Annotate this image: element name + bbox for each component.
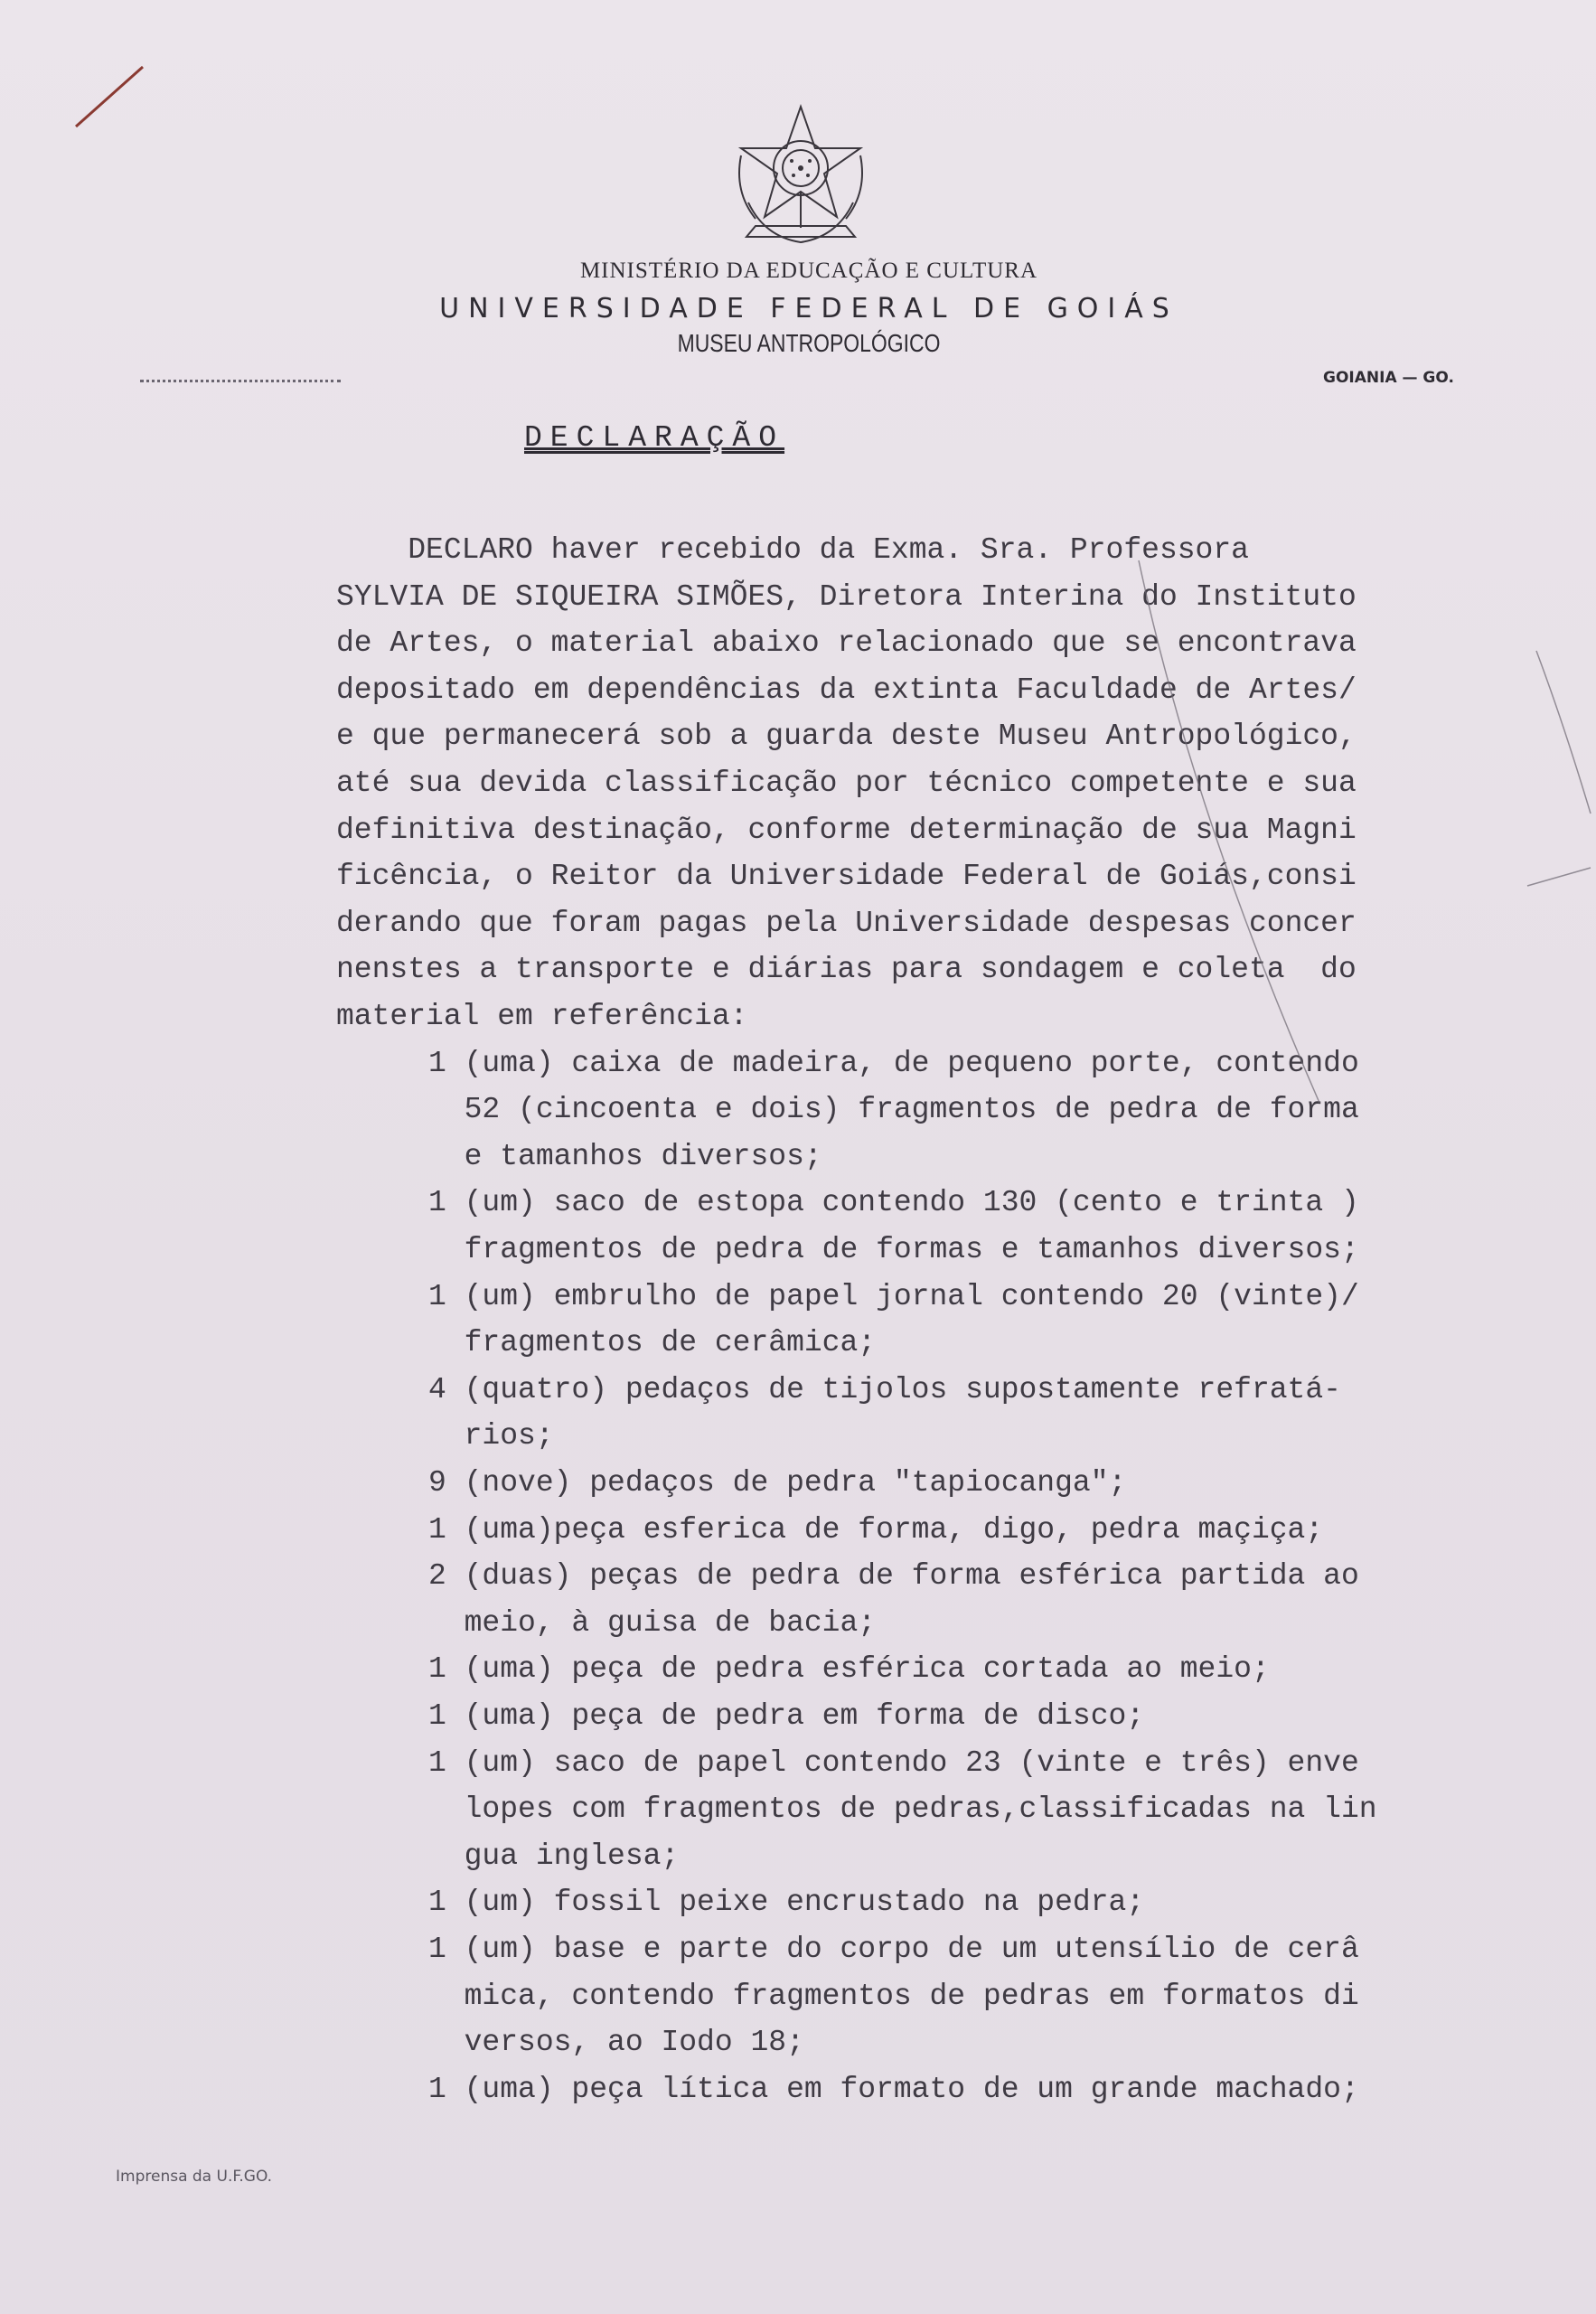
list-item: 1 (uma) peça lítica em formato de um grande machado; (428, 2072, 1359, 2106)
list-item-continuation: meio, à guisa de bacia; (428, 1605, 877, 1640)
body-text-line: depositado em dependências da extinta Faculdade de Artes/ (336, 673, 1357, 707)
list-item: 1 (um) embrulho de papel jornal contendo 20 (vinte)/ (428, 1279, 1359, 1313)
list-item-continuation: 52 (cincoenta e dois) fragmentos de pedra de forma (428, 1093, 1359, 1127)
body-text-line: ficência, o Reitor da Universidade Federal de Goiás,consi (336, 860, 1357, 894)
body-text-line: e que permanecerá sob a guarda deste Museu Antropológico, (336, 720, 1357, 754)
list-item-continuation: lopes com fragmentos de pedras,classificadas na lin (428, 1792, 1377, 1827)
city-label: GOIANIA — GO. (1323, 369, 1454, 387)
list-item: 1 (uma) caixa de madeira, de pequeno porte, contendo (428, 1046, 1359, 1080)
list-item: 1 (uma)peça esferica de forma, digo, pedra maçiça; (428, 1512, 1324, 1547)
list-item-continuation: mica, contendo fragmentos de pedras em formatos di (428, 1979, 1359, 2013)
university-name: UNIVERSIDADE FEDERAL DE GOIÁS (439, 293, 1178, 325)
list-item-continuation: versos, ao Iodo 18; (428, 2026, 804, 2060)
list-item: 2 (duas) peças de pedra de forma esférica partida ao (428, 1559, 1359, 1594)
list-item-continuation: rios; (428, 1419, 554, 1453)
list-item-continuation: fragmentos de pedra de formas e tamanhos diversos; (428, 1233, 1359, 1266)
paper-scratch-marks (1084, 542, 1596, 1401)
body-text-line: derando que foram pagas pela Universidade despesas concer (336, 906, 1357, 940)
body-text-line: SYLVIA DE SIQUEIRA SIMÕES, Diretora Interina do Instituto (336, 579, 1357, 614)
body-text-line: material em referência: (336, 1000, 748, 1033)
brazil-coat-of-arms-icon (728, 101, 873, 255)
list-item: 4 (quatro) pedaços de tijolos supostamente refratá- (428, 1372, 1341, 1406)
list-item-continuation: gua inglesa; (428, 1839, 680, 1873)
body-text-line: nenstes a transporte e diárias para sondagem e coleta do (336, 953, 1357, 987)
list-item: 1 (um) base e parte do corpo de um utensílio de cerâ (428, 1933, 1359, 1966)
list-item: 1 (um) saco de estopa contendo 130 (cento e trinta ) (428, 1186, 1359, 1220)
pencil-mark (70, 61, 152, 134)
body-text-line: de Artes, o material abaixo relacionado que se encontrava (336, 626, 1357, 661)
body-text-line: até sua devida classificação por técnico competente e sua (336, 767, 1357, 800)
list-item: 1 (uma) peça de pedra em forma de disco; (428, 1699, 1145, 1733)
body-text-line: definitiva destinação, conforme determinação de sua Magni (336, 813, 1357, 847)
document-title: DECLARAÇÃO (524, 421, 785, 455)
museum-name: MUSEU ANTROPOLÓGICO (677, 329, 941, 357)
list-item-continuation: e tamanhos diversos; (428, 1139, 822, 1173)
list-item: 1 (uma) peça de pedra esférica cortada ao meio; (428, 1652, 1270, 1687)
dotted-divider (140, 380, 341, 382)
body-text-line: DECLARO haver recebido da Exma. Sra. Professora (336, 533, 1249, 567)
ministry-name: MINISTÉRIO DA EDUCAÇÃO E CULTURA (579, 259, 1038, 283)
printer-imprint: Imprensa da U.F.GO. (116, 2168, 273, 2186)
list-item: 1 (um) saco de papel contendo 23 (vinte e três) enve (428, 1745, 1359, 1780)
list-item: 9 (nove) pedaços de pedra "tapiocanga"; (428, 1466, 1127, 1500)
list-item: 1 (um) fossil peixe encrustado na pedra; (428, 1886, 1145, 1920)
list-item-continuation: fragmentos de cerâmica; (428, 1326, 877, 1360)
